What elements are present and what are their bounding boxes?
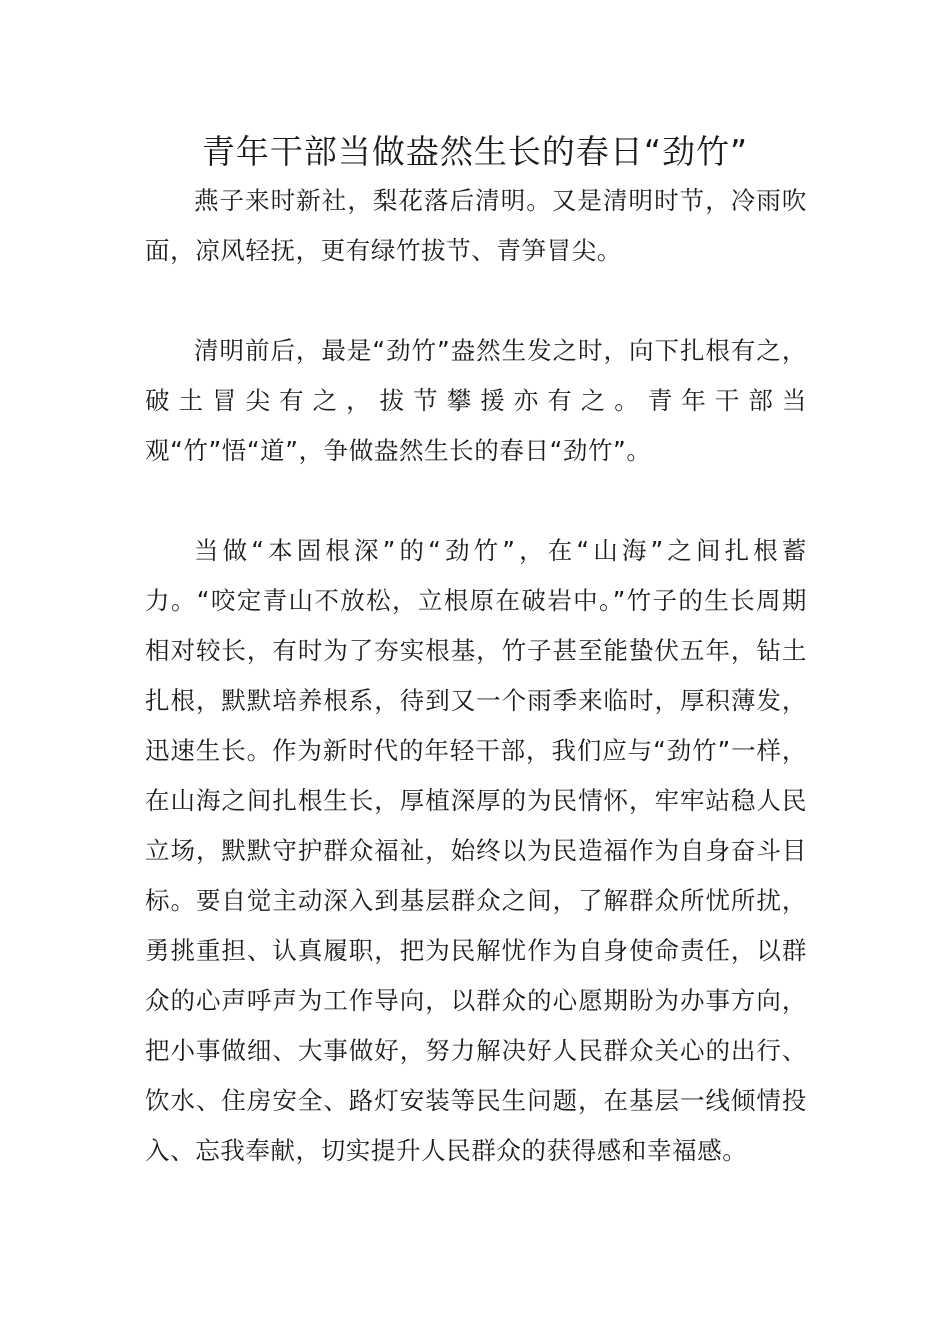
document-body [145, 176, 807, 1226]
document-title: 青年干部当做盎然生长的春日“劲竹” [201, 132, 749, 171]
paragraph-1: 燕子来时新社，梨花落后清明。又是清明时节，冷雨吹面，凉风轻抚，更有绿竹拔节、青笋冒尖。 [145, 186, 807, 265]
paragraph-2: 清明前后，最是“劲竹”盎然生发之时，向下扎根有之，破土冒尖有之，拔节攀援亦有之。青年干部当观“竹”悟“道”，争做盎然生长的春日“劲竹”。 [145, 336, 807, 465]
paragraph-3: 当做“本固根深”的“劲竹”，在“山海”之间扎根蓄力。“咬定青山不放松，立根原在破岩中。”竹子的生长周期相对较长，有时为了夯实根基，竹子甚至能蛰伏五年，钻土扎根，默默培养根系，待到又一个雨季来临时，厚积薄发，迅速生长。作为新时代的年轻干部，我们应与“劲竹”一样，在山海之间扎根生长，厚植深厚的为民情怀，牢牢站稳人民立场，默默守护群众福祉，始终以为民造福作为自身奋斗目标。要自觉主动深入到基层群众之间，了解群众所忧所扰，勇挑重担、认真履职，把为民解忧作为自身使命责任，以群众的心声呼声为工作导向，以群众的心愿期盼为办事方向，把小事做细、大事做好，努力解决好人民群众关心的出行、饮水、住房安全、路灯安装等民生问题，在基层一线倾情投入、忘我奉献，切实提升人民群众的获得感和幸福感。 [145, 536, 807, 1165]
